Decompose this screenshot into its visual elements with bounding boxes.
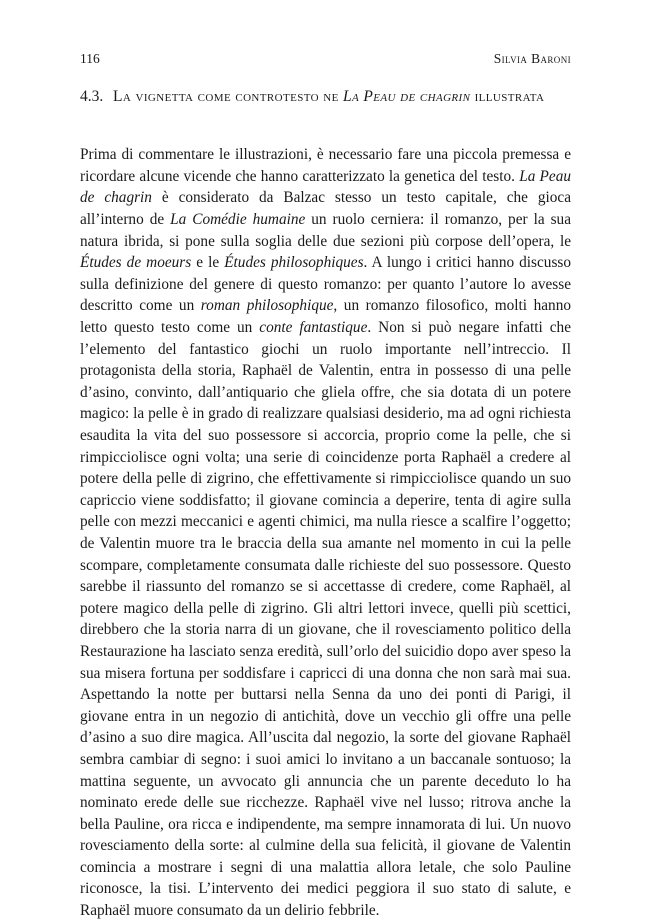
- text-run: Prima di commentare le illustrazioni, è necessario fare una piccola premessa e ricordare alcune vicende che hanno caratterizzato la genetica del testo.: [80, 146, 571, 185]
- italic-term: roman philosophique: [200, 297, 334, 315]
- page-number: 116: [80, 51, 100, 66]
- text-run: un ruolo cerniera: il romanzo, per la sua natura ibrida, si pone sulla soglia delle due sezioni più corpose dell’opera, le: [80, 211, 571, 250]
- italic-title: Études de moeurs: [80, 254, 192, 272]
- italic-title: La Comédie humaine: [170, 211, 306, 229]
- italic-title: Études philosophiques: [224, 254, 364, 272]
- section-title-end: illustrata: [470, 88, 545, 105]
- text-run: e le: [191, 254, 225, 272]
- section-number: 4.3.: [80, 88, 104, 105]
- italic-term: conte fantastique: [259, 319, 368, 337]
- text-run: . A lungo i critici hanno discusso sulla definizione del genere di questo romanzo: per quanto l’autore lo avesse descritto come un: [80, 254, 572, 315]
- italic-title: La Peau de chagrin: [80, 167, 571, 207]
- text-run: . Non si può negare infatti che l’elemento del fantastico giochi un ruolo importante nell’intreccio. Il protagonista della storia, Raphaël de Valentin, entra in possesso di una pelle d’asino, convinto, dall’antiquario che gliela offre, che sia dotata di un potere magico: la pelle è in grado di realizzare qualsiasi desiderio, ma ad ogni richiesta esaudita la vita del suo possessore si accorcia, proprio come la pelle, che si rimpicciolisce ogni volta; una serie di coincidenze porta Raphaël a credere al potere della pelle di zigrino, che effettivamente si rimpicciolisce quando un suo capriccio viene soddisfatto; il giovane comincia a deperire, tenta di agire sulla pelle con mezzi meccanici e agenti chimici, ma nulla riesce a scalfire l’oggetto; de Valentin muore tra le braccia della sua amante nel momento in cui la pelle scompare, completamente consumata dalle richieste del suo possessore. Questo sarebbe il riassunto del romanzo se si accettasse di credere, come Raphaël, al potere magico della pelle di zigrino. Gli altri lettori invece, quelli più scettici, direbbero che la storia narra di un giovane, che il rovesciamento politico della Restaurazione ha lasciato senza eredità, sull’orlo del suicidio dopo aver speso la sua misera fortuna per soddisfare i capricci di una donna che non sarà mai sua. Aspettando la notte per buttarsi nella Senna da uno dei ponti di Parigi, il giovane entra in un negozio di antichità, dove un vecchio gli offre una pelle d’asino a suo dire magica. All’uscita dal negozio, la sorte del giovane Raphaël sembra cambiar di segno: i suoi amici lo invitano a un baccanale sontuoso; la mattina seguente, un avvocato gli annuncia che un parente deceduto lo ha nominato erede delle sue ricchezze. Raphaël vive nel lusso; ritrova anche la bella Pauline, ora ricca e indipendente, ma sempre innamorata di lui. Un nuovo rovesciamento della sorte: al culmine della sua felicità, il giovane de Valentin comincia a mostrare i segni di una malattia allora letale, che solo Pauline riconosce, la tisi. L’intervento dei medici peggiora il suo stato di salute, e Raphaël muore consumato da un delirio febbrile.: [80, 319, 571, 920]
- running-head-author: Silvia Baroni: [493, 51, 571, 66]
- section-title-text: La vignetta come controtesto ne: [113, 88, 343, 105]
- body-paragraph: [80, 144, 571, 921]
- section-title-italic: La Peau de chagrin: [343, 88, 471, 105]
- text-run: è considerato da Balzac stesso un testo capitale, che gioca all’interno de: [80, 189, 571, 229]
- text-run: , un romanzo filosofico, molti hanno letto questo testo come un: [80, 297, 571, 337]
- section-heading: [80, 86, 571, 107]
- section-title: [113, 86, 571, 107]
